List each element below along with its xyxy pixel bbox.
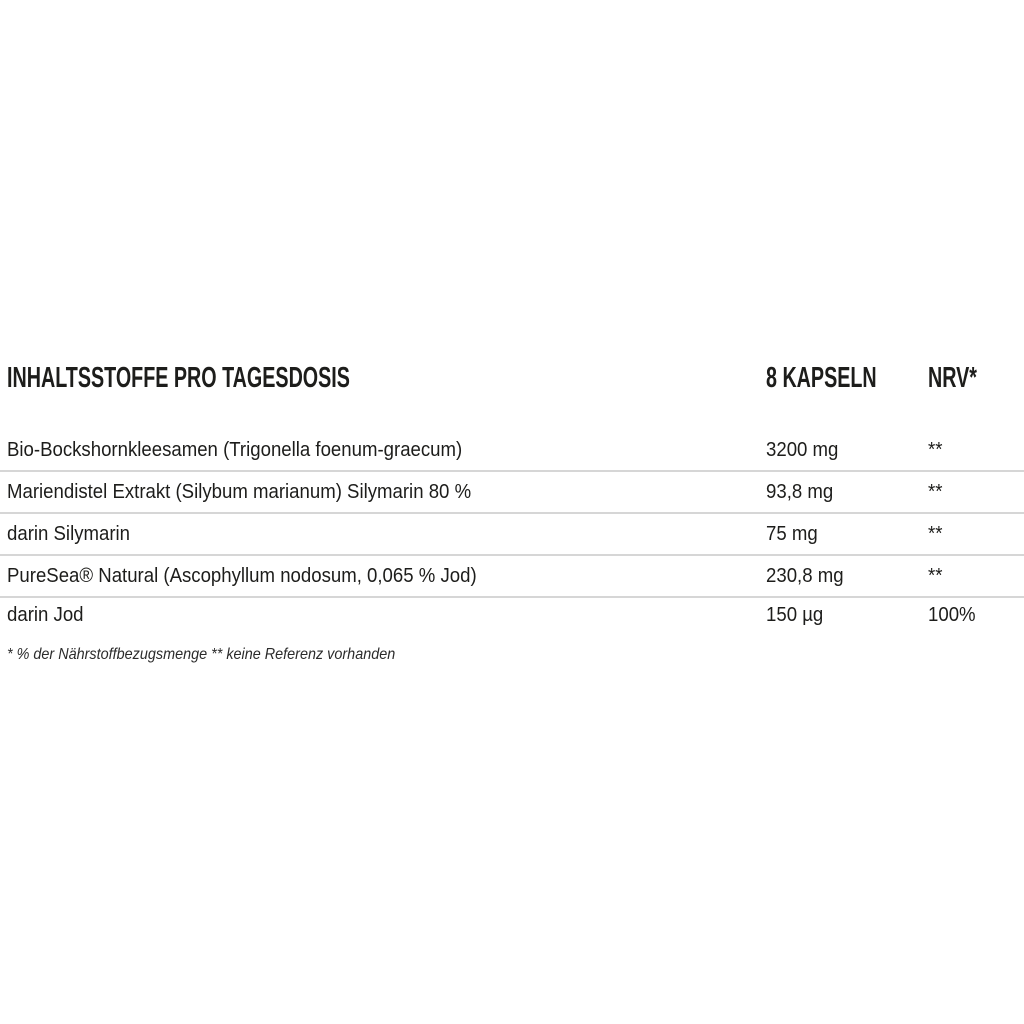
nrv-value: **: [928, 565, 943, 587]
table-title: INHALTSSTOFFE PRO TAGESDOSIS: [7, 362, 350, 394]
footnote: * % der Nährstoffbezugsmenge ** keine Referenz vorhanden: [7, 646, 396, 663]
ingredient-rows: [0, 430, 1024, 632]
table-header: [0, 363, 1024, 393]
nrv-value: 100%: [928, 604, 976, 626]
nrv-value: **: [928, 481, 943, 503]
header-nrv-column: NRV*: [928, 362, 977, 394]
table-row: [0, 598, 1024, 632]
nrv-value: **: [928, 439, 943, 461]
amount-value: 3200 mg: [766, 439, 839, 461]
amount-value: 230,8 mg: [766, 565, 844, 587]
nrv-value: **: [928, 523, 943, 545]
header-dose-column: 8 KAPSELN: [766, 362, 877, 394]
amount-value: 93,8 mg: [766, 481, 834, 503]
table-row: [0, 430, 1024, 472]
amount-value: 150 µg: [766, 604, 824, 626]
amount-value: 75 mg: [766, 523, 818, 545]
table-row: [0, 514, 1024, 556]
ingredient-name: darin Jod: [7, 604, 84, 626]
ingredient-name: PureSea® Natural (Ascophyllum nodosum, 0,065 % Jod): [7, 565, 477, 587]
ingredient-name: Mariendistel Extrakt (Silybum marianum) Silymarin 80 %: [7, 481, 472, 503]
footnote-row: [7, 645, 438, 665]
ingredient-name: darin Silymarin: [7, 523, 131, 545]
ingredient-name: Bio-Bockshornkleesamen (Trigonella foenum-graecum): [7, 439, 463, 461]
table-row: [0, 472, 1024, 514]
table-row: [0, 556, 1024, 598]
